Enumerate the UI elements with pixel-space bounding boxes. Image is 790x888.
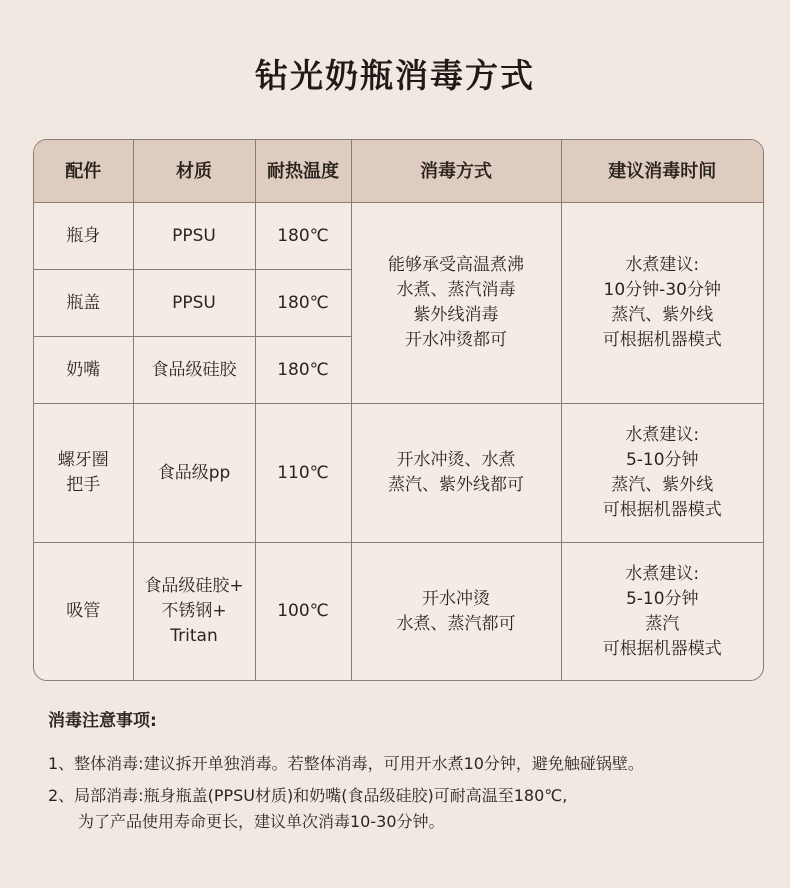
cell-time: 水煮建议: 10分钟-30分钟 蒸汽、紫外线 可根据机器模式: [561, 203, 763, 404]
cell-material: 食品级硅胶+ 不锈钢+ Tritan: [133, 543, 255, 681]
cell-part: 奶嘴: [34, 337, 133, 404]
cell-material: PPSU: [133, 203, 255, 270]
header-time: 建议消毒时间: [561, 140, 763, 203]
note-item-2-line2: 为了产品使用寿命更长，建议单次消毒10-30分钟。: [78, 812, 445, 831]
cell-material: PPSU: [133, 270, 255, 337]
table-header-row: [34, 140, 763, 203]
cell-temp: 110℃: [255, 404, 351, 543]
cell-material: 食品级pp: [133, 404, 255, 543]
header-part: 配件: [34, 140, 133, 203]
note-item-2: [48, 783, 768, 835]
notes-title: 消毒注意事项:: [48, 711, 157, 731]
cell-part: 螺牙圈 把手: [34, 404, 133, 543]
cell-part: 吸管: [34, 543, 133, 681]
cell-temp: 100℃: [255, 543, 351, 681]
cell-time: 水煮建议: 5-10分钟 蒸汽 可根据机器模式: [561, 543, 763, 681]
page-title: 钻光奶瓶消毒方式: [255, 56, 535, 95]
header-material: 材质: [133, 140, 255, 203]
cell-temp: 180℃: [255, 270, 351, 337]
cell-method: 开水冲烫 水煮、蒸汽都可: [351, 543, 561, 681]
note-item-1: 1、整体消毒:建议拆开单独消毒。若整体消毒，可用开水煮10分钟，避免触碰锅壁。: [48, 754, 644, 773]
cell-material: 食品级硅胶: [133, 337, 255, 404]
cell-time: 水煮建议: 5-10分钟 蒸汽、紫外线 可根据机器模式: [561, 404, 763, 543]
table-row: [34, 543, 763, 681]
header-temp: 耐热温度: [255, 140, 351, 203]
table-row: [34, 404, 763, 543]
note-item-2-line1: 2、局部消毒:瓶身瓶盖(PPSU材质)和奶嘴(食品级硅胶)可耐高温至180℃,: [48, 786, 568, 805]
cell-method: 能够承受高温煮沸 水煮、蒸汽消毒 紫外线消毒 开水冲烫都可: [351, 203, 561, 404]
header-method: 消毒方式: [351, 140, 561, 203]
cell-part: 瓶身: [34, 203, 133, 270]
table-row: [34, 203, 763, 270]
cell-part: 瓶盖: [34, 270, 133, 337]
notes-section: [48, 706, 768, 841]
cell-temp: 180℃: [255, 203, 351, 270]
cell-temp: 180℃: [255, 337, 351, 404]
cell-method: 开水冲烫、水煮 蒸汽、紫外线都可: [351, 404, 561, 543]
disinfection-table: [33, 139, 764, 681]
